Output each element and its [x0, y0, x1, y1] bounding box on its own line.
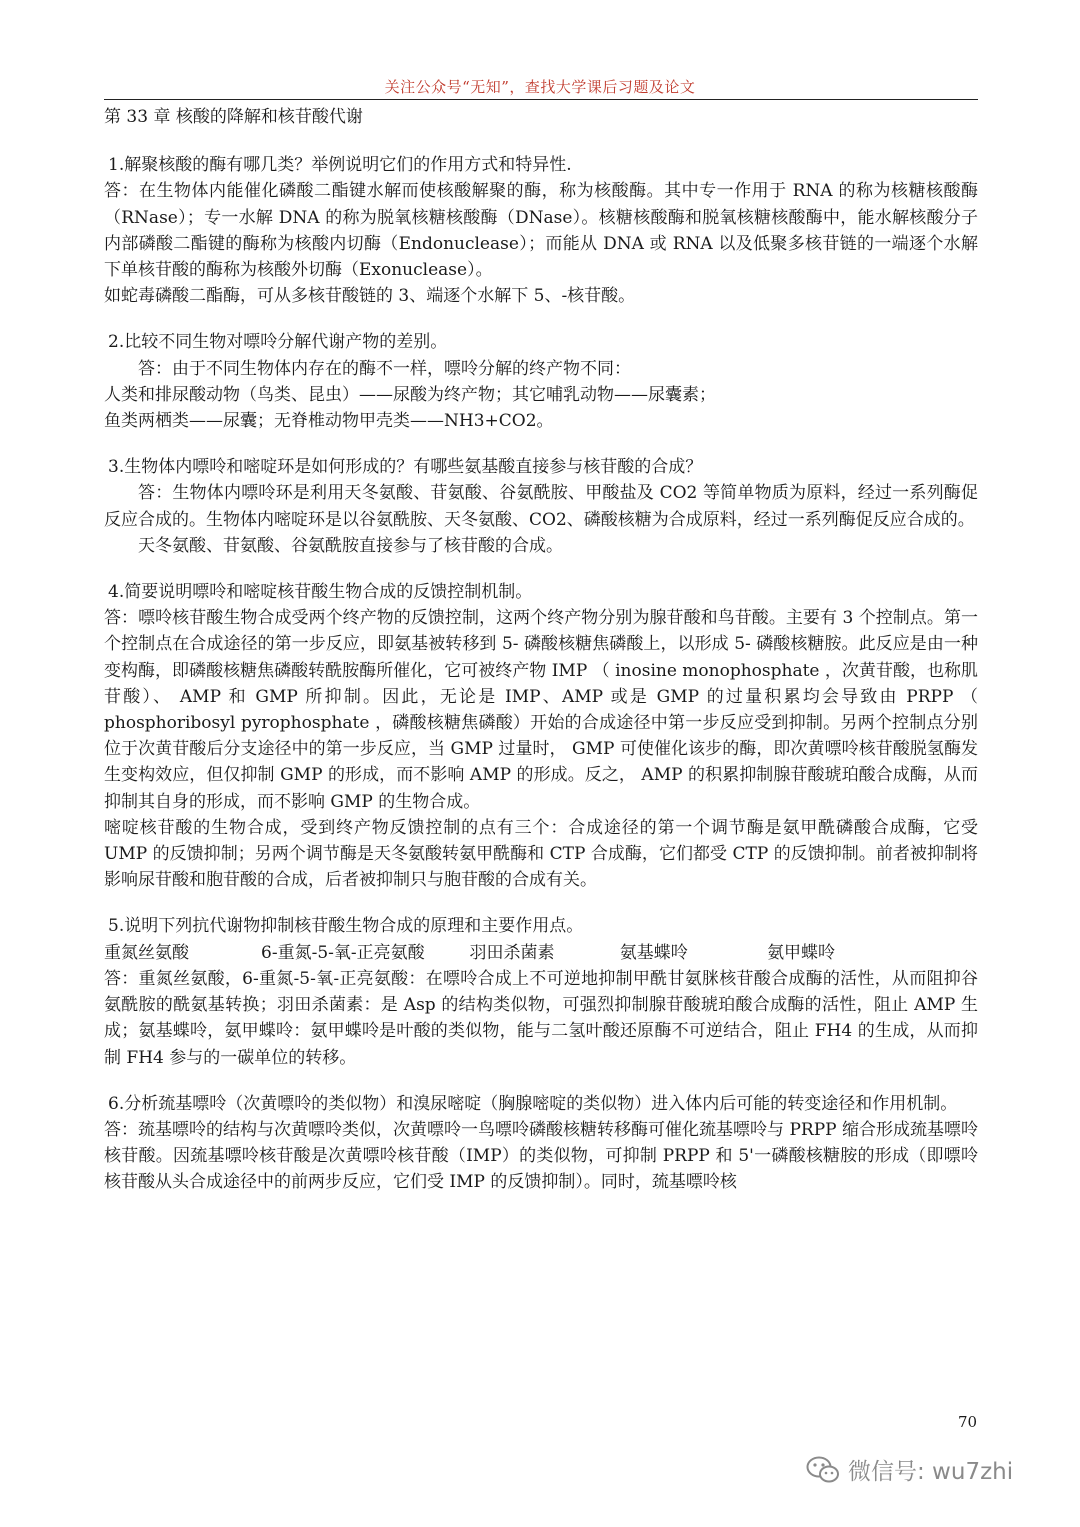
- question-5: 5.说明下列抗代谢物抑制核苷酸生物合成的原理和主要作用点。: [108, 916, 584, 937]
- wechat-icon: [806, 1455, 840, 1485]
- answer-2-line-1: 人类和排尿酸动物（鸟类、昆虫）——尿酸为终产物；其它哺乳动物——尿囊素；: [104, 384, 716, 405]
- watermark-text: 微信号: wu7zhi: [848, 1459, 1014, 1485]
- answer-4: 答：嘌呤核苷酸生物合成受两个终产物的反馈控制，这两个终产物分别为腺苷酸和鸟苷酸。主要有 3 个控制点。第一个控制点在合成途径的第一步反应，即氨基被转移到 5- 磷酸核糖焦磷酸上，以形成 5- 磷酸核糖胺。此反应是由一种变构酶，即磷酸核糖焦磷酸转酰胺酶所催化，它可被终产物 IMP （ inosine monophosphate ，次黄苷酸，也称肌苷酸）、 AMP 和 GMP 所抑制。因此，无论是 IMP、AMP 或是 GMP 的过量积累均会导致由 PRPP （ phosphoribosyl pyrophosphate ，磷酸核糖焦磷酸）开始的合成途径中第一步反应受到抑制。另两个控制点分别位于次黄苷酸后分支途径中的第一步反应，当 GMP 过量时， GMP 可使催化该步的酶，即次黄嘌呤核苷酸脱氢酶发生变构效应，但仅抑制 GMP 的形成，而不影响 AMP 的形成。反之， AMP 的积累抑制腺苷酸琥珀酸合成酶，从而抑制其自身的形成，而不影响 GMP 的生物合成。: [104, 608, 978, 812]
- question-6: 6.分析巯基嘌呤（次黄嘌呤的类似物）和溴尿嘧啶（胸腺嘧啶的类似物）进入体内后可能的转变途径和作用机制。: [108, 1093, 958, 1114]
- document-body: [104, 104, 978, 1196]
- chapter-title: 第 33 章 核酸的降解和核苷酸代谢: [104, 107, 363, 127]
- answer-1: 答：在生物体内能催化磷酸二酯键水解而使核酸解聚的酶，称为核酸酶。其中专一作用于 RNA 的称为核糖核酸酶（RNase）；专一水解 DNA 的称为脱氧核糖核酸酶（DNase）。核糖核酸酶和脱氧核糖核酸酶中，能水解核酸分子内部磷酸二酯键的酶称为核酸内切酶（Endonuclease）；而能从 DNA 或 RNA 以及低聚多核苷链的一端逐个水解下单核苷酸的酶称为核酸外切酶（Exonuclease）。: [104, 181, 978, 281]
- drug-item: 氨甲蝶呤: [767, 942, 836, 963]
- header-divider: [104, 99, 978, 100]
- page-header: 关注公众号“无知”，查找大学课后习题及论文: [384, 78, 696, 96]
- question-1: 1.解聚核酸的酶有哪几类？举例说明它们的作用方式和特异性.: [108, 155, 572, 176]
- drug-item: 氨基蝶呤: [619, 942, 688, 963]
- question-2: 2.比较不同生物对嘌呤分解代谢产物的差别。: [108, 332, 448, 353]
- wechat-watermark: [806, 1453, 1013, 1486]
- question-4: 4.简要说明嘌呤和嘧啶核苷酸生物合成的反馈控制机制。: [108, 582, 533, 603]
- answer-2: 答：由于不同生物体内存在的酶不一样，嘌呤分解的终产物不同：: [138, 358, 631, 379]
- answer-1-example: 如蛇毒磷酸二酯酶，可从多核苷酸链的 3、端逐个水解下 5、-核苷酸。: [104, 286, 636, 307]
- page-number: 70: [958, 1413, 978, 1431]
- drug-item: 羽田杀菌素: [469, 942, 555, 963]
- drug-item: 重氮丝氨酸: [104, 942, 189, 963]
- answer-3: 答：生物体内嘌呤环是利用天冬氨酸、苷氨酸、谷氨酰胺、甲酸盐及 CO2 等简单物质为原料，经过一系列酶促反应合成的。生物体内嘧啶环是以谷氨酰胺、天冬氨酸、CO2、磷酸核糖为合成原料，经过一系列酶促反应合成的。: [104, 483, 978, 530]
- drug-item: 6-重氮-5-氧-正亮氨酸: [261, 942, 425, 963]
- drug-list: [104, 940, 864, 966]
- answer-2-line-2: 鱼类两栖类——尿囊；无脊椎动物甲壳类——NH3+CO2。: [104, 411, 554, 432]
- answer-4-part-2: 嘧啶核苷酸的生物合成，受到终产物反馈控制的点有三个：合成途径的第一个调节酶是氨甲酰磷酸合成酶，它受 UMP 的反馈抑制；另两个调节酶是天冬氨酸转氨甲酰酶和 CTP 合成酶，它们都受 CTP 的反馈抑制。前者被抑制将影响尿苷酸和胞苷酸的合成，后者被抑制只与胞苷酸的合成有关。: [104, 817, 978, 891]
- answer-6: 答：巯基嘌呤的结构与次黄嘌呤类似，次黄嘌呤一鸟嘌呤磷酸核糖转移酶可催化巯基嘌呤与 PRPP 缩合形成巯基嘌呤核苷酸。因巯基嘌呤核苷酸是次黄嘌呤核苷酸（IMP）的类似物，可抑制 PRPP 和 5'一磷酸核糖胺的形成（即嘌呤核苷酸从头合成途径中的前两步反应，它们受 IMP 的反馈抑制）。同时，巯基嘌呤核: [104, 1119, 978, 1193]
- answer-3-line-2: 天冬氨酸、苷氨酸、谷氨酰胺直接参与了核苷酸的合成。: [138, 535, 563, 556]
- question-3: 3.生物体内嘌呤和嘧啶环是如何形成的？有哪些氨基酸直接参与核苷酸的合成？: [108, 457, 703, 478]
- answer-5: 答：重氮丝氨酸，6-重氮-5-氧-正亮氨酸：在嘌呤合成上不可逆地抑制甲酰甘氨脒核苷酸合成酶的活性，从而阻抑谷氨酰胺的酰氨基转换；羽田杀菌素：是 Asp 的结构类似物，可强烈抑制腺苷酸琥珀酸合成酶的活性，阻止 AMP 生成；氨基蝶呤，氨甲蝶呤：氨甲蝶呤是叶酸的类似物，能与二氢叶酸还原酶不可逆结合，阻止 FH4 的生成，从而抑制 FH4 参与的一碳单位的转移。: [104, 968, 978, 1068]
